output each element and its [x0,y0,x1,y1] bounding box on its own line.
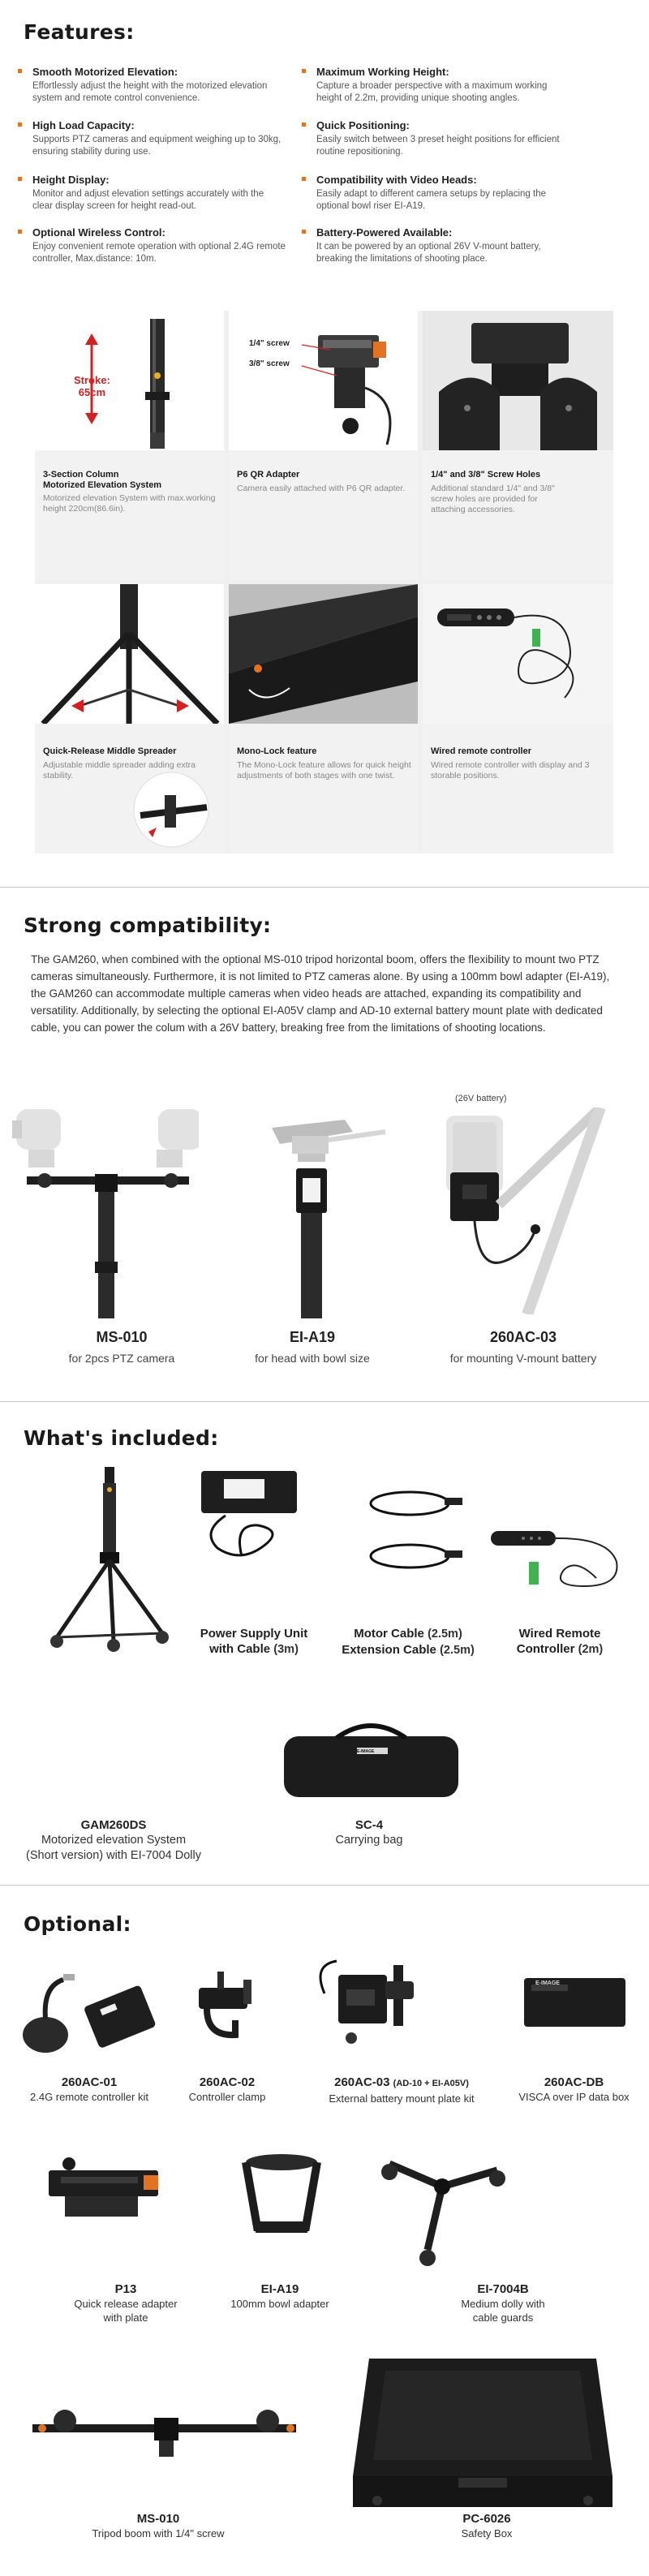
p13-adapter-image [45,2152,166,2221]
screw-label-quarter: 1/4" screw [249,339,290,348]
feature-desc: Effortlessly adjust the height with the motorized elevation system and remote control convenience. [32,81,268,103]
optional-item-subname: (AD-10 + EI-A05V) [393,2079,469,2088]
bag-brand: E-IMAGE [357,1749,375,1754]
feature-title: High Load Capacity: [32,119,135,131]
cell-title: 3-Section Column Motorized Elevation System [43,470,162,490]
feature-desc: It can be powered by an optional 26V V-mount battery, breaking the limitations of shooting place. [316,242,541,264]
ms010-setup-image [12,1099,199,1318]
cell-desc: Motorized elevation System with max.working height 220cm(86.6in). [43,493,216,514]
cell-desc: Adjustable middle spreader adding extra stability. [43,760,196,781]
cable-name: Motor Cable [354,1627,424,1641]
bag-name: SC-4 [355,1818,384,1832]
compat-item-name: 260AC-03 [489,1329,557,1345]
feature-title: Compatibility with Video Heads: [316,174,477,186]
optional-item [300,2075,503,2105]
optional-item [8,2075,170,2104]
feature-desc: Easily adapt to different camera setups by replacing the optional bowl riser EI-A19. [316,189,546,211]
bullet-icon [302,69,306,73]
vmount-setup-image [430,1107,625,1314]
feature-desc: Supports PTZ cameras and equipment weighing up to 30kg, ensuring stability during use. [32,135,282,157]
optional-item [422,2511,552,2540]
optional-item [434,2281,572,2324]
optional-item-name: 260AC-03 [334,2075,390,2089]
optional-item-name: MS-010 [136,2512,180,2526]
qr-adapter-image [229,311,418,450]
optional-item-name: P13 [114,2282,137,2296]
feature-item [18,173,286,212]
features-title: Features: [24,20,135,44]
optional-item [77,2511,239,2540]
feature-title: Maximum Working Height: [316,66,449,78]
included-bag-label [320,1817,418,1848]
tripod-boom-image [24,2402,308,2466]
feature-item [18,65,286,104]
stroke-label: Stroke: 65cm [74,374,110,398]
optional-item-desc: Quick release adapter [74,2298,178,2310]
cable-extra: (2.5m) [428,1628,462,1641]
mono-lock-image [229,584,418,724]
screw-holes-image [423,311,613,450]
medium-dolly-image [377,2146,507,2268]
optional-item [215,2281,345,2311]
compat-item-name: EI-A19 [289,1329,336,1345]
cable-extra2: (2.5m) [440,1644,475,1657]
optional-item-desc: 100mm bowl adapter [230,2298,329,2310]
included-title: What's included: [24,1426,219,1450]
bowl-adapter-image [239,2152,324,2238]
bullet-icon [302,177,306,181]
optional-item-name: 260AC-01 [61,2075,118,2089]
optional-item-name: 260AC-02 [199,2075,256,2089]
optional-item-desc: External battery mount plate kit [329,2092,475,2105]
feature-desc: Easily switch between 3 preset height positions for efficient routine repositioning. [316,135,560,157]
cell-desc: Wired remote controller with display and 3 storable positions. [431,760,590,781]
grid-cell-remote [423,584,613,854]
carrying-bag-image [280,1720,462,1801]
optional-item-name: EI-7004B [477,2282,529,2296]
section-divider [0,887,649,888]
bullet-icon [18,177,22,181]
cell-title: 1/4" and 3/8" Screw Holes [431,470,541,480]
cell-title: P6 QR Adapter [237,470,300,480]
compat-item-desc: for 2pcs PTZ camera [68,1352,175,1365]
feature-title: Battery-Powered Available: [316,226,453,239]
feature-item [302,118,569,157]
optional-item-desc2: cable guards [472,2312,534,2324]
optional-title: Optional: [24,1912,131,1936]
optional-item [166,2075,288,2104]
gam260ds-tripod-image [37,1467,183,1652]
data-box-image [519,1970,633,2035]
compat-item-desc: for mounting V-mount battery [449,1352,597,1365]
feature-item [302,65,569,104]
tripod-desc: Motorized elevation System [41,1834,187,1847]
battery-plate-kit-image [304,1957,434,2048]
motor-cables-image [357,1483,487,1576]
remote-extra: (2m) [578,1643,604,1656]
compat-item-name: MS-010 [96,1329,148,1345]
screw-label-three-eighths: 3/8" screw [249,359,290,368]
compat-paragraph: The GAM260, when combined with the optional MS-010 tripod horizontal boom, offers the flexibility to mount two PTZ cameras simultaneously. Furthermore, it is not limited to PTZ cameras alone. By using a 100mm bowl adapter (EI-A19), the GAM260 can accommodate multiple cameras when video heads are attached, expanding its compatibility and versatility. Additionally, by selecting the optional EI-A05V clamp and AD-10 external battery mount plate with dedicated cable, you can power the colum with a 26V battery, breaking free from the limitations of shooting locations. [31,953,610,1034]
controller-clamp-image [187,1963,268,2045]
feature-title: Height Display: [32,174,110,186]
bullet-icon [302,123,306,127]
included-psu-label [185,1626,323,1658]
spreader-detail-image [132,771,213,848]
bullet-icon [18,123,22,127]
elevation-column-image [35,311,224,450]
optional-item-desc: Safety Box [461,2527,513,2539]
cell-title: Quick-Release Middle Spreader [43,746,177,756]
feature-item [18,226,286,264]
battery-note: (26V battery) [455,1094,507,1103]
ei-a19-setup-image [247,1099,393,1318]
included-cable-label [327,1626,489,1658]
optional-item [499,2075,649,2104]
section-divider [0,1885,649,1886]
compat-title: Strong compatibility: [24,914,272,937]
optional-item-desc: 2.4G remote controller kit [30,2091,148,2103]
power-supply-image [193,1467,315,1568]
feature-title: Optional Wireless Control: [32,226,165,239]
optional-item-name: 260AC-DB [544,2075,604,2089]
data-box-brand: E-IMAGE [535,1980,560,1986]
cell-desc: Camera easily attached with P6 QR adapter. [237,484,406,493]
remote-name: Wired Remote [518,1627,601,1641]
cable-name2: Extension Cable [342,1643,436,1657]
optional-item-name: PC-6026 [462,2512,511,2526]
feature-desc: Capture a broader perspective with a maximum working height of 2.2m, providing unique shooting angles. [316,81,548,103]
grid-cell-elevation [35,311,224,580]
bullet-icon [18,69,22,73]
grid-cell-mono-lock [229,584,418,854]
optional-item [65,2281,187,2324]
optional-item-name: EI-A19 [260,2282,299,2296]
bag-desc: Carrying bag [335,1834,403,1847]
psu-extra: (3m) [273,1643,299,1656]
tripod-name: GAM260DS [80,1818,147,1832]
bullet-icon [302,230,306,234]
cell-desc: Additional standard 1/4" and 3/8" screw holes are provided for attaching accessories. [431,484,555,514]
optional-item-desc: VISCA over IP data box [518,2091,630,2103]
psu-name: Power Supply Unit [200,1627,308,1641]
feature-item [302,173,569,212]
spreader-image [35,584,224,724]
feature-title: Smooth Motorized Elevation: [32,66,178,78]
feature-item [18,118,286,157]
optional-item-desc: Controller clamp [188,2091,266,2103]
wired-remote-image [423,584,613,724]
optional-item-desc2: with plate [103,2312,148,2324]
grid-cell-screw-holes [423,311,613,580]
remote-kit-image [15,1970,161,2061]
cell-title: Mono-Lock feature [237,746,317,756]
included-remote-label [495,1626,625,1658]
feature-desc: Enjoy convenient remote operation with optional 2.4G remote controller, Max.distance: 10m. [32,242,286,264]
grid-cell-spreader [35,584,224,854]
feature-desc: Monitor and adjust elevation settings accurately with the clear display screen for height read-out. [32,189,264,211]
section-divider [0,1401,649,1402]
psu-name2: with Cable [209,1642,271,1656]
remote-controller-image [487,1529,633,1602]
feature-item [302,226,569,264]
feature-title: Quick Positioning: [316,119,410,131]
remote-name2: Controller [516,1642,575,1656]
compat-item-desc: for head with bowl size [255,1352,370,1365]
safety-box-image [345,2355,621,2509]
cell-title: Wired remote controller [431,746,531,756]
cell-desc: The Mono-Lock feature allows for quick height adjustments of both stages with one twist. [237,760,411,781]
optional-item-desc: Tripod boom with 1/4" screw [92,2527,225,2539]
optional-item-desc: Medium dolly with [461,2298,545,2310]
tripod-desc2: (Short version) with EI-7004 Dolly [26,1849,201,1862]
bullet-icon [18,230,22,234]
grid-cell-qr-adapter [229,311,418,580]
included-tripod-label [8,1817,219,1864]
